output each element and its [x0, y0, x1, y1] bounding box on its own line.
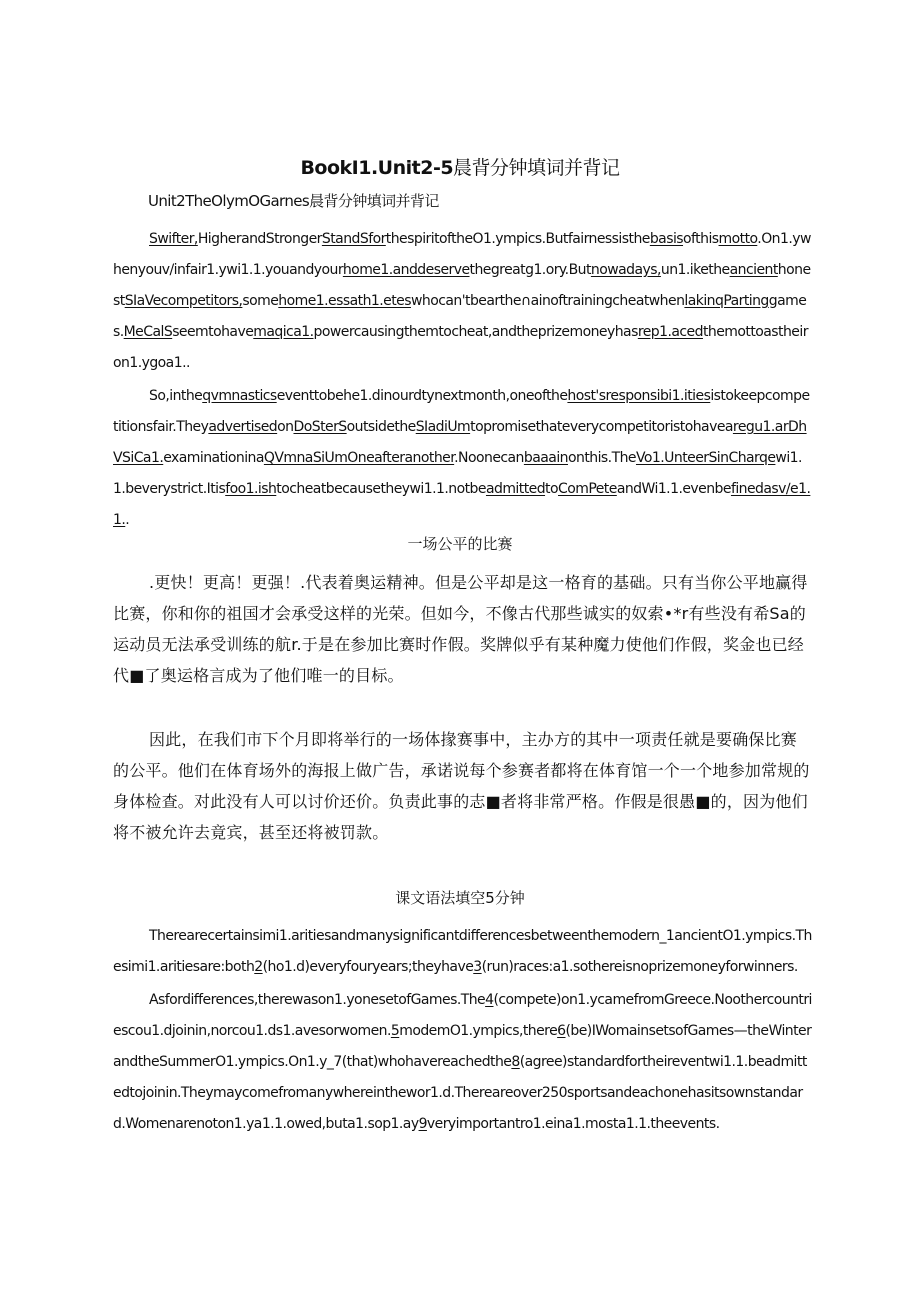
underlined-term: 2 — [254, 959, 263, 975]
text-run: ofthis — [683, 231, 719, 247]
text-run: (ho1.d)everyfouryears;theyhave — [262, 959, 474, 975]
text-run: ancientO1.ympics.Thesimi1.aritiesare:both — [113, 928, 812, 975]
underlined-term: nowadays, — [590, 262, 661, 278]
text-run: powercausingthemtocheat,andtheprizemoneyhas — [313, 324, 638, 340]
underlined-term: Vo1.UnteerSinCharqe — [635, 450, 776, 466]
underlined-term: DoSterS — [293, 419, 347, 435]
text-run: (that)whohavereachedthe — [341, 1054, 512, 1070]
text-run: examinationina — [163, 450, 264, 466]
cn-paragraph1: .更快！更高！更强！.代表着奥运精神。但是公平却是这一格育的基础。只有当你公平地赢得比赛，你和你的祖国才会承受这样的光荣。但如今，不像古代那些诚实的奴索•*r有些没有希Sa的运动员无法承受训练的航r.于是在参加比赛时作假。奖牌似乎有某种魔力使他们作假，奖金也已经代■了奥运格言成为了他们唯一的目标。 — [113, 573, 808, 685]
underlined-term: home1.essath1.etes — [278, 293, 411, 309]
page-title — [0, 153, 920, 180]
underlined-term: qvmnastics — [202, 388, 277, 404]
text-run: honest — [113, 262, 811, 309]
text-run: modemO1.ympics,there — [399, 1023, 558, 1039]
text-run: to — [545, 481, 559, 497]
passage1-paragraph2 — [113, 381, 813, 536]
title-en: BookI1.Unit2-5 — [300, 157, 454, 179]
underlined-term: advertised — [208, 419, 278, 435]
underlined-term: 5 — [390, 1023, 400, 1039]
passage1-paragraph1 — [113, 224, 813, 379]
text-run: eventtobehe1.dinourdtynextmonth,oneofthe — [276, 388, 568, 404]
underlined-term: lakinqParting — [684, 293, 769, 309]
text-run: andWi1.1.evenbe — [616, 481, 731, 497]
text-run: So,inthe — [149, 388, 203, 404]
text-run: outsidethe — [346, 419, 416, 435]
underlined-term: SIaVecompetitors, — [124, 293, 243, 309]
underlined-term: 8 — [511, 1054, 520, 1070]
underlined-term: deserve — [417, 262, 470, 278]
underlined-term: responsibi1.ities — [605, 388, 711, 404]
text-run: some — [242, 293, 279, 309]
underlined-term: StandSfor — [321, 231, 386, 247]
text-run: seemtohave — [172, 324, 254, 340]
underlined-term: Swifter, — [149, 231, 198, 247]
text-run: on — [277, 419, 294, 435]
title-cn: 晨背分钟填词并背记 — [453, 157, 620, 179]
underlined-term: 9 — [418, 1116, 427, 1132]
text-run: _7 — [326, 1054, 342, 1070]
passage2-paragraph1 — [113, 921, 813, 983]
text-run: istokeepcompetitionsfair.They — [113, 388, 810, 435]
text-run: whocan'tbearthe∩ainoftrainingcheatwhen — [410, 293, 685, 309]
text-run: un1.ikethe — [660, 262, 730, 278]
underlined-term: 4 — [485, 992, 494, 1008]
text-run: .Noonecan — [454, 450, 524, 466]
text-run: themottoastheiron1.ygoa1.. — [113, 324, 808, 371]
underlined-term: regu1.arDhVSiCa1. — [113, 419, 807, 466]
underlined-term: QVmnaSiUmOneafteranother — [263, 450, 455, 466]
text-run: (be)IWomainsetsofGames—theWinterandtheSummerO1.ympics.On1.y — [113, 1023, 812, 1070]
cn-paragraph2: 因此，在我们市下个月即将举行的一场体掾赛事中，主办方的其中一项责任就是要确保比赛的公平。他们在体育场外的海报上做广告，承诺说每个参赛者都将在体育馆一个一个地参加常规的身体检查。对此没有人可以讨价还价。负责此事的志■者将非常严格。作假是很愚■的，因为他们将不被允许去竟宾，甚至还将被罚款。 — [113, 730, 810, 842]
underlined-term: baaain — [523, 450, 568, 466]
underlined-term: 6 — [557, 1023, 566, 1039]
text-run: thespiritoftheO1.ympics.Butfairnessisthe — [385, 231, 650, 247]
underlined-term: foo1.ish — [225, 481, 277, 497]
underlined-term: ancient — [729, 262, 778, 278]
text-run: (agree)standardfortheireventwi1.1.beadmittedtojoinin.Theymaycomefromanywhereinthewor1.d.Thereareover250sportsandeachonehasitsownstandard.Womenarenoton1.ya1.1.owed,buta1.sop1.ay — [113, 1054, 807, 1132]
text-run: (compete)on1.ycamefromGreece.Noothercountriescou1.djoinin,norcou1.ds1.avesorwomen. — [113, 992, 812, 1039]
text-run: . — [125, 512, 130, 528]
subtitle: Unit2TheOlymOGarnes晨背分钟填词并背记 — [148, 192, 439, 210]
text-run: _1 — [659, 928, 675, 944]
text-run: games. — [113, 293, 807, 340]
underlined-term: MeCalS — [123, 324, 173, 340]
text-run: tocheatbecausetheywi1.1.notbe — [276, 481, 486, 497]
underlined-term: basis — [649, 231, 684, 247]
text-run: onthis.The — [567, 450, 636, 466]
underlined-term: ComPete — [558, 481, 617, 497]
underlined-term: finedasv∕e1.1. — [113, 481, 811, 528]
text-run: Therearecertainsimi1.aritiesandmanysignificantdifferencesbetweenthemodern — [149, 928, 660, 944]
passage2-paragraph2 — [113, 985, 813, 1140]
underlined-term: home1.and — [342, 262, 418, 278]
cn-heading: 一场公平的比赛 — [407, 535, 513, 553]
underlined-term: 3 — [473, 959, 482, 975]
text-run: veryimportantro1.eina1.mosta1.1.theevents. — [426, 1116, 720, 1132]
underlined-term: SIadiUm — [415, 419, 471, 435]
underlined-term: maqica1. — [253, 324, 314, 340]
text-run: Asfordifferences,therewason1.yonesetofGames.The — [149, 992, 486, 1008]
underlined-term: motto — [718, 231, 758, 247]
text-run: thegreatg1.ory.But — [469, 262, 591, 278]
text-run: HigherandStronger — [197, 231, 322, 247]
underlined-term: rep1.aced — [637, 324, 703, 340]
underlined-term: host's — [567, 388, 606, 404]
text-run: (run)races:a1.sothereisnoprizemoneyforwinners. — [481, 959, 798, 975]
underlined-term: admitted — [485, 481, 546, 497]
text-run: topromisethateverycompetitoristohavea — [470, 419, 733, 435]
text-run: wi1.1.beverystrict.Itis — [113, 450, 802, 497]
text-run: .On1.ywhenyouv/infair1.ywi1.1.youandyour — [113, 231, 811, 278]
grammar-heading: 课文语法填空5分钟 — [395, 889, 525, 907]
